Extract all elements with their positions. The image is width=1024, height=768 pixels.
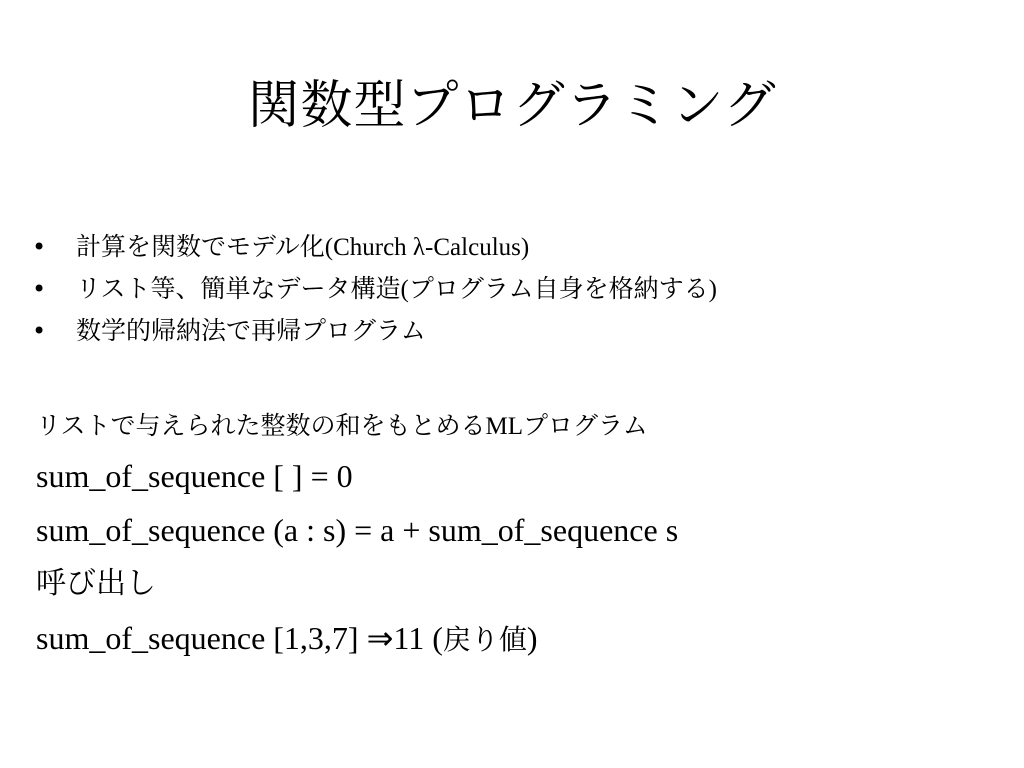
bullet-list: [30, 226, 717, 352]
bullet-dot: •: [32, 275, 47, 303]
call-line-close: ): [526, 620, 538, 656]
example-intro-jp: リストで与えられた整数の和をもとめる: [36, 411, 486, 440]
bullet-text-jp: リスト等、簡単なデータ構造: [76, 274, 401, 303]
example-intro-jp-tail: プログラム: [523, 411, 648, 440]
bullet-dot: •: [32, 317, 47, 345]
call-heading: 呼び出し: [36, 566, 156, 601]
code-line-base-case: sum_of_sequence [ ] = 0: [36, 458, 353, 494]
call-line: [36, 611, 678, 667]
bullet-text-jp-inner: プログラム自身を格納する: [408, 274, 709, 303]
bullet-item-3: [30, 310, 717, 352]
bullet-paren-open: (: [400, 276, 409, 303]
example-block: [36, 404, 678, 667]
bullet-text-latin: (Church λ-Calculus): [324, 234, 530, 261]
example-intro-latin: ML: [485, 413, 524, 440]
bullet-dot: •: [32, 233, 47, 261]
bullet-paren-close: ): [708, 276, 717, 303]
bullet-item-2: [30, 268, 717, 310]
example-intro: [36, 404, 678, 449]
call-line-jp: 戻り値: [442, 623, 527, 656]
bullet-item-1: [30, 226, 717, 268]
bullet-text-jp: 計算を関数でモデル化: [76, 232, 325, 261]
code-line-recursive-case: sum_of_sequence (a : s) = a + sum_of_sequence s: [36, 512, 679, 548]
bullet-text-jp: 数学的帰納法で再帰プログラム: [76, 316, 426, 345]
slide-title: 関数型プログラミング: [247, 76, 777, 136]
call-line-code: sum_of_sequence [1,3,7] ⇒11 (: [36, 620, 443, 656]
